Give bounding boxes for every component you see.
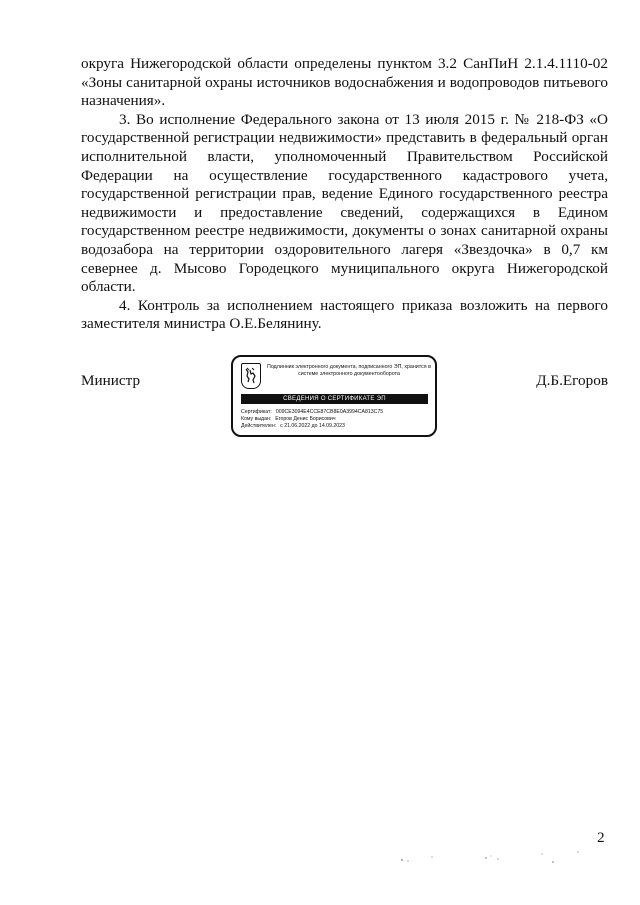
certificate-line: [241, 409, 431, 416]
validity-line: [241, 423, 431, 430]
signatory-name: Д.Б.Егоров: [536, 372, 608, 389]
issued-to-label: Кому выдан:: [241, 416, 272, 422]
issued-to-line: [241, 416, 431, 423]
stamp-certificate-details: [241, 409, 431, 430]
signature-block: [81, 352, 608, 442]
signatory-title: Министр: [81, 372, 141, 389]
scan-noise-marks: [390, 848, 590, 868]
stamp-certificate-bar: СВЕДЕНИЯ О СЕРТИФИКАТЕ ЭП: [241, 394, 428, 404]
certificate-value: 009CE3094E4CCE87CB8E0A3994CA813C75: [275, 409, 384, 415]
paragraph-item-3: 3. Во исполнение Федерального закона от 13 июля 2015 г. № 218-ФЗ «О государственной регистрации недвижимости» представить в федеральный орган исполнительной власти, уполномоченный Правительством Российской Федерации на осуществление государственного кадастрового учета, государственной регистрации прав, ведение Единого государственного реестра недвижимости и предоставление сведений, содержащихся в Едином государственном реестре недвижимости, документы о зонах санитарной охраны водозабора на территории оздоровительного лагеря «Звездочка» в 0,7 км севернее д. Мысово Городецкого муниципального округа Нижегородской области.: [81, 110, 608, 296]
paragraph-continuation: округа Нижегородской области определены пунктом 3.2 СанПиН 2.1.4.1110-02 «Зоны санитарной охраны источников водоснабжения и водопроводов питьевого назначения».: [81, 55, 608, 110]
paragraph-item-4: 4. Контроль за исполнением настоящего приказа возложить на первого заместителя министра О.Е.Белянину.: [81, 296, 608, 333]
document-body: [81, 55, 608, 334]
validity-value: с 21.06.2022 до 14.09.2023: [280, 423, 345, 429]
issued-to-value: Егоров Денис Борисович: [275, 416, 336, 422]
validity-label: Действителен:: [241, 423, 277, 429]
stamp-header-text: Подлинник электронного документа, подписанного ЭП, хранится в системе электронного документооборота: [267, 364, 431, 377]
electronic-signature-stamp: [231, 355, 437, 437]
certificate-label: Сертификат:: [241, 409, 272, 415]
coat-of-arms-icon: [241, 363, 261, 389]
page-number: 2: [597, 829, 605, 846]
